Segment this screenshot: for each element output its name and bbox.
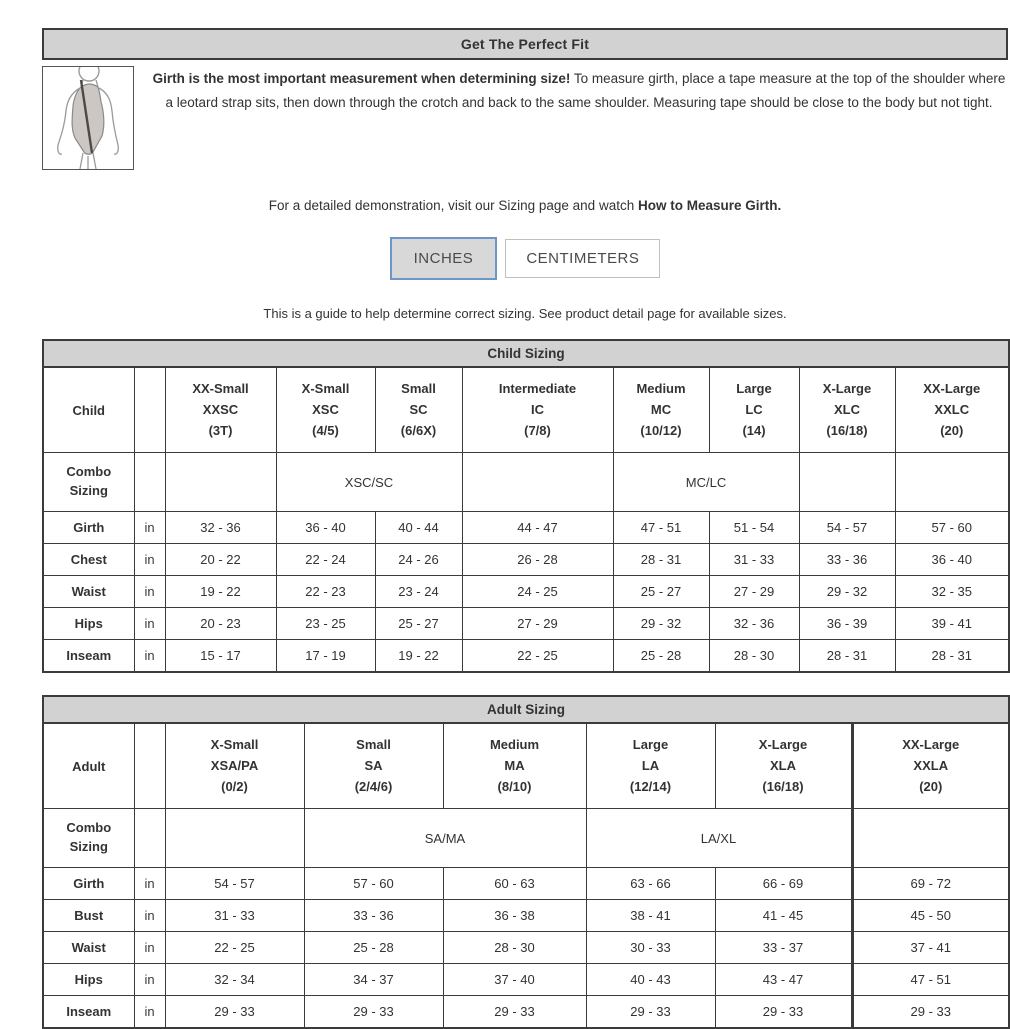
measurement-value: 57 - 60 [895, 512, 1009, 544]
size-range: (16/18) [826, 422, 868, 438]
measurement-value: 31 - 33 [709, 544, 799, 576]
size-range: (0/2) [221, 778, 248, 794]
measurement-value: 25 - 28 [613, 640, 709, 673]
measurement-unit: in [134, 608, 165, 640]
measurement-value: 40 - 43 [586, 964, 715, 996]
size-column-header [375, 367, 462, 453]
leotard-girth-diagram [42, 66, 134, 170]
measurement-value: 28 - 30 [443, 932, 586, 964]
measurement-unit: in [134, 544, 165, 576]
combo-sizing-cell [165, 453, 276, 512]
unit-toggle [42, 237, 1008, 280]
size-range: (20) [940, 422, 964, 438]
table-title-row [43, 696, 1009, 723]
size-code: XLC [834, 401, 860, 417]
size-name: Large [736, 381, 772, 396]
measurement-value: 39 - 41 [895, 608, 1009, 640]
size-name: Large [632, 737, 669, 753]
measurement-row [43, 512, 1009, 544]
measurement-unit: in [134, 868, 165, 900]
figure-legs [80, 153, 96, 169]
measurement-value: 36 - 39 [799, 608, 895, 640]
size-range: (3T) [208, 422, 233, 438]
measurement-label: Bust [43, 900, 134, 932]
measurement-row [43, 608, 1009, 640]
adult-sizing-table [42, 695, 1010, 1029]
size-code: IC [531, 401, 544, 417]
intro-text [150, 66, 1008, 116]
measurement-value: 69 - 72 [852, 868, 1009, 900]
measurement-label: Waist [43, 576, 134, 608]
measurement-value: 66 - 69 [715, 868, 852, 900]
combo-sizing-cell: SA/MA [304, 809, 586, 868]
combo-sizing-cell [799, 453, 895, 512]
measurement-row [43, 640, 1009, 673]
demo-line-bold: How to Measure Girth. [637, 198, 782, 213]
leotard-figure-icon [43, 67, 133, 169]
size-column-header [165, 367, 276, 453]
size-range: (16/18) [762, 778, 804, 794]
page-title [42, 28, 1008, 60]
size-code: MC [650, 401, 672, 417]
measurement-label: Girth [43, 512, 134, 544]
combo-sizing-cell: LA/XL [586, 809, 852, 868]
measurement-unit: in [134, 932, 165, 964]
measurement-value: 19 - 22 [165, 576, 276, 608]
size-range: (6/6X) [400, 422, 437, 438]
measurement-unit: in [134, 640, 165, 673]
measurement-value: 33 - 37 [715, 932, 852, 964]
size-header-row [43, 723, 1009, 809]
measurement-row [43, 932, 1009, 964]
size-code: XLA [770, 757, 796, 773]
size-name: Medium [489, 737, 540, 753]
corner-label: Adult [43, 723, 134, 809]
measurement-value: 40 - 44 [375, 512, 462, 544]
measurement-value: 28 - 31 [799, 640, 895, 673]
measurement-unit: in [134, 576, 165, 608]
demo-line-text: For a detailed demonstration, visit our Sizing page and watch [268, 198, 638, 213]
measurement-value: 38 - 41 [586, 900, 715, 932]
size-code: SA [364, 757, 383, 773]
measurement-value: 54 - 57 [165, 868, 304, 900]
measurement-value: 29 - 33 [165, 996, 304, 1029]
measurement-label: Inseam [43, 640, 134, 673]
measurement-value: 26 - 28 [462, 544, 613, 576]
measurement-value: 32 - 35 [895, 576, 1009, 608]
size-code: XXLA [913, 757, 949, 773]
size-range: (10/12) [640, 422, 682, 438]
size-name: Small [401, 381, 436, 396]
measurement-label: Chest [43, 544, 134, 576]
measurement-value: 30 - 33 [586, 932, 715, 964]
table-title-row [43, 340, 1009, 367]
size-column-header [165, 723, 304, 809]
measurement-row [43, 900, 1009, 932]
measurement-value: 25 - 27 [613, 576, 709, 608]
measurement-value: 63 - 66 [586, 868, 715, 900]
size-name: XX-Large [923, 381, 981, 396]
size-code: LA [641, 757, 660, 773]
size-column-header [613, 367, 709, 453]
combo-sizing-cell [165, 809, 304, 868]
size-guide-page [42, 28, 1008, 1029]
measurement-value: 41 - 45 [715, 900, 852, 932]
measurement-value: 36 - 40 [276, 512, 375, 544]
size-column-header [852, 723, 1009, 809]
size-name: Small [356, 737, 391, 753]
combo-sizing-cell [462, 453, 613, 512]
page-title-text: Get The Perfect Fit [460, 36, 590, 52]
measurement-value: 45 - 50 [852, 900, 1009, 932]
size-name: X-Small [210, 737, 259, 753]
measurement-value: 60 - 63 [443, 868, 586, 900]
measurement-value: 57 - 60 [304, 868, 443, 900]
size-code: XXSC [202, 401, 239, 417]
measurement-value: 43 - 47 [715, 964, 852, 996]
size-column-header [443, 723, 586, 809]
size-name: X-Large [758, 737, 808, 753]
measurement-row [43, 544, 1009, 576]
inches-button[interactable]: INCHES [390, 237, 498, 280]
guide-note: This is a guide to help determine correct sizing. See product detail page for available sizes. [263, 306, 787, 321]
combo-sizing-cell [852, 809, 1009, 868]
measurement-value: 33 - 36 [799, 544, 895, 576]
size-code: XSA/PA [210, 757, 259, 773]
size-range: (7/8) [524, 422, 551, 438]
table-title: Child Sizing [43, 340, 1009, 367]
measurement-value: 29 - 32 [799, 576, 895, 608]
size-code: MA [504, 757, 525, 773]
measurement-value: 15 - 17 [165, 640, 276, 673]
measurement-value: 37 - 40 [443, 964, 586, 996]
combo-sizing-cell [895, 453, 1009, 512]
measurement-value: 47 - 51 [613, 512, 709, 544]
measurement-value: 19 - 22 [375, 640, 462, 673]
measurement-row [43, 996, 1009, 1029]
measurement-value: 27 - 29 [709, 576, 799, 608]
demo-line [42, 198, 1008, 213]
size-header-row [43, 367, 1009, 453]
size-name: X-Small [301, 381, 350, 396]
size-name: X-Large [822, 381, 872, 396]
measurement-value: 24 - 25 [462, 576, 613, 608]
figure-head [79, 67, 99, 81]
measurement-value: 22 - 25 [462, 640, 613, 673]
measurement-label: Hips [43, 608, 134, 640]
measurement-label: Inseam [43, 996, 134, 1029]
size-code: XSC [312, 401, 339, 417]
intro-text-bold: Girth is the most important measurement when determining size! [152, 71, 571, 86]
size-column-header [276, 367, 375, 453]
combo-sizing-cell: MC/LC [613, 453, 799, 512]
size-name: XX-Small [192, 381, 249, 396]
measurement-label: Waist [43, 932, 134, 964]
measurement-value: 54 - 57 [799, 512, 895, 544]
measurement-value: 17 - 19 [276, 640, 375, 673]
size-column-header [799, 367, 895, 453]
combo-sizing-cell: XSC/SC [276, 453, 462, 512]
measurement-value: 24 - 26 [375, 544, 462, 576]
measurement-value: 33 - 36 [304, 900, 443, 932]
measurement-value: 22 - 24 [276, 544, 375, 576]
measurement-value: 28 - 31 [895, 640, 1009, 673]
measurement-value: 44 - 47 [462, 512, 613, 544]
measurement-row [43, 576, 1009, 608]
corner-label: Child [43, 367, 134, 453]
size-range: (12/14) [629, 778, 672, 794]
measurement-unit: in [134, 996, 165, 1029]
size-code: LC [745, 401, 763, 417]
measurement-value: 32 - 36 [709, 608, 799, 640]
size-range: (2/4/6) [354, 778, 393, 794]
combo-unit-cell [134, 453, 165, 512]
measurement-label: Hips [43, 964, 134, 996]
measurement-value: 20 - 22 [165, 544, 276, 576]
size-range: (20) [919, 778, 943, 794]
measurement-value: 23 - 24 [375, 576, 462, 608]
measurement-row [43, 964, 1009, 996]
measurement-value: 36 - 40 [895, 544, 1009, 576]
combo-sizing-row [43, 453, 1009, 512]
size-column-header [715, 723, 852, 809]
measurement-value: 29 - 33 [715, 996, 852, 1029]
measurement-value: 51 - 54 [709, 512, 799, 544]
measurement-value: 32 - 36 [165, 512, 276, 544]
size-code: SC [409, 401, 428, 417]
size-range: (14) [742, 422, 766, 438]
measurement-value: 29 - 33 [586, 996, 715, 1029]
size-name: Medium [636, 381, 686, 396]
measurement-label: Girth [43, 868, 134, 900]
size-range: (4/5) [312, 422, 339, 438]
measurement-value: 27 - 29 [462, 608, 613, 640]
size-name: XX-Large [902, 737, 960, 753]
combo-row-label: Combo Sizing [43, 809, 134, 868]
measurement-value: 37 - 41 [852, 932, 1009, 964]
measurement-row [43, 868, 1009, 900]
size-column-header [462, 367, 613, 453]
measurement-value: 32 - 34 [165, 964, 304, 996]
measurement-value: 47 - 51 [852, 964, 1009, 996]
unit-header-cell [134, 723, 165, 809]
measurement-value: 34 - 37 [304, 964, 443, 996]
measurement-value: 25 - 28 [304, 932, 443, 964]
measurement-value: 23 - 25 [276, 608, 375, 640]
size-column-header [304, 723, 443, 809]
measurement-value: 28 - 30 [709, 640, 799, 673]
measurement-value: 20 - 23 [165, 608, 276, 640]
size-column-header [895, 367, 1009, 453]
measurement-value: 25 - 27 [375, 608, 462, 640]
measurement-value: 28 - 31 [613, 544, 709, 576]
measurement-unit: in [134, 900, 165, 932]
measurement-unit: in [134, 964, 165, 996]
measurement-value: 22 - 25 [165, 932, 304, 964]
measurement-value: 29 - 32 [613, 608, 709, 640]
size-code: XXLC [934, 401, 970, 417]
size-name: Intermediate [498, 381, 577, 396]
combo-row-label: Combo Sizing [43, 453, 134, 512]
combo-sizing-row [43, 809, 1009, 868]
size-column-header [586, 723, 715, 809]
size-column-header [709, 367, 799, 453]
measurement-value: 29 - 33 [443, 996, 586, 1029]
measurement-value: 22 - 23 [276, 576, 375, 608]
measurement-value: 29 - 33 [304, 996, 443, 1029]
table-title: Adult Sizing [43, 696, 1009, 723]
centimeters-button[interactable]: CENTIMETERS [505, 239, 660, 278]
intro-section [42, 66, 1008, 170]
measurement-value: 29 - 33 [852, 996, 1009, 1029]
child-sizing-table [42, 339, 1010, 673]
measurement-value: 31 - 33 [165, 900, 304, 932]
combo-unit-cell [134, 809, 165, 868]
unit-header-cell [134, 367, 165, 453]
measurement-value: 36 - 38 [443, 900, 586, 932]
intro-text-rest: To measure girth, place a tape measure at the top of the shoulder where a leotard strap sits, then down through the crotch and back to the same shoulder. Measuring tape should be close to the body but not tight. [165, 71, 1006, 111]
measurement-unit: in [134, 512, 165, 544]
size-range: (8/10) [497, 778, 532, 794]
